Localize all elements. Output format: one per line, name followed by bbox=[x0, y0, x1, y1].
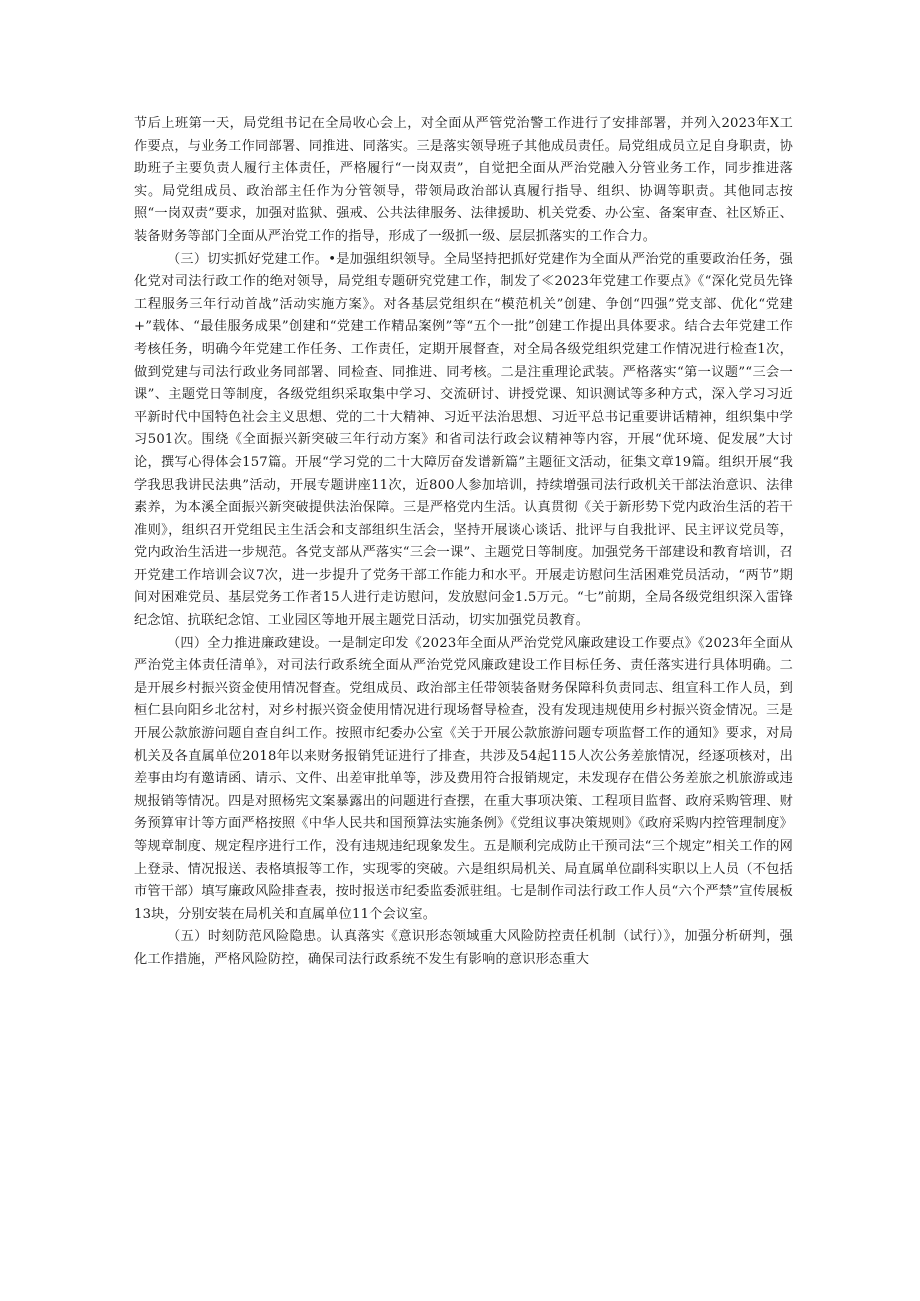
document-page bbox=[134, 113, 793, 972]
paragraph-integrity-building: （四）全力推进廉政建设。一是制定印发《2023年全面从严治党党风廉政建设工作要点》《2023年全面从严治党主体责任清单》，对司法行政系统全面从严治党党风廉政建设工作目标任务、责任落实进行具体明确。二是开展乡村振兴资金使用情况督查。党组成员、政治部主任带领装备财务保障科负责同志、组宣科工作人员，到桓仁县向阳乡北岔村，对乡村振兴资金使用情况进行现场督导检查，没有发现违规使用乡村振兴资金情况。三是开展公款旅游问题自查自纠工作。按照市纪委办公室《关于开展公款旅游问题专项监督工作的通知》要求，对局机关及各直属单位2018年以来财务报销凭证进行了排查，共涉及54起115人次公务差旅情况，经逐项核对，出差事由均有邀请函、请示、文件、出差审批单等，涉及费用符合报销规定，未发现存在借公务差旅之机旅游或违规报销等情况。四是对照杨宪文案暴露出的问题进行查摆，在重大事项决策、工程项目监督、政府采购管理、财务预算审计等方面严格按照《中华人民共和国预算法实施条例》《党组议事决策规则》《政府采购内控管理制度》等规章制度、规定程序进行工作，没有违规违纪现象发生。五是顺利完成防止干预司法“三个规定”相关工作的网上登录、情况报送、表格填报等工作，实现零的突破。六是组织局机关、局直属单位副科实职以上人员（不包括市管干部）填写廉政风险排查表，按时报送市纪委监委派驻组。七是制作司法行政工作人员“六个严禁”宣传展板13块，分别安装在局机关和直属单位11个会议室。 bbox=[134, 635, 793, 922]
paragraph-risk-prevention: （五）时刻防范风险隐患。认真落实《意识形态领域重大风险防控责任机制（试行）》，加强分析研判，强化工作措施，严格风险防控，确保司法行政系统不发生有影响的意识形态重大 bbox=[134, 929, 793, 967]
paragraph-party-building: （三）切实抓好党建工作。•是加强组织领导。全局坚持把抓好党建作为全面从严治党的重要政治任务，强化党对司法行政工作的绝对领导，局党组专题研究党建工作，制发了≪2023年党建工作要点》《“深化党员先锋工程服务三年行动首战”活动实施方案》。对各基层党组织在“模范机关”创建、争创“四强”党支部、优化“党建+”载体、“最佳服务成果”创建和“党建工作精品案例”等“五个一批”创建工作提出具体要求。结合去年党建工作考核任务，明确今年党建工作任务、工作责任，定期开展督查，对全局各级党组织党建工作情况进行检查1次，做到党建与司法行政业务同部署、同检查、同推进、同考核。二是注重理论武装。严格落实“第一议题”“三会一课”、主题党日等制度，各级党组织采取集中学习、交流研讨、讲授党课、知识测试等多种方式，深入学习习近平新时代中国特色社会主义思想、党的二十大精神、习近平法治思想、习近平总书记重要讲话精神，组织集中学习501次。围绕《全面振兴新突破三年行动方案》和省司法行政会议精神等内容，开展“优环境、促发展”大讨论，撰写心得体会157篇。开展“学习党的二十大障厉奋发谱新篇”主题征文活动，征集文章19篇。组织开展“我学我思我讲民法典”活动，开展专题讲座11次，近800人参加培训，持续增强司法行政机关干部法治意识、法律素养，为本溪全面振兴新突破提供法治保障。三是严格党内生活。认真贯彻《关于新形势下党内政治生活的若干准则》，组织召开党组民主生活会和支部组织生活会，坚持开展谈心谈话、批评与自我批评、民主评议党员等，党内政治生活进一步规范。各党支部从严落实“三会一课”、主题党日等制度。加强党务干部建设和教育培训，召开党建工作培训会议7次，进一步提升了党务干部工作能力和水平。开展走访慰问生活困难党员活动，“两节”期间对困难党员、基层党务工作者15人进行走访慰问，发放慰问金1.5万元。“七”前期，全局各级党组织深入雷锋纪念馆、抗联纪念馆、工业园区等地开展主题党日活动，切实加强党员教育。 bbox=[134, 251, 793, 629]
paragraph-continuation: 节后上班第一天，局党组书记在全局收心会上，对全面从严管党治警工作进行了安排部署，并列入2023年X工作要点，与业务工作同部署、同推进、同落实。三是落实领导班子其他成员责任。局党组成员立足自身职责，协助班子主要负责人履行主体责任，严格履行“一岗双责”，自觉把全面从严治党融入分管业务工作，同步推进落实。局党组成员、政治部主任作为分管领导，带领局政治部认真履行指导、组织、协调等职责。其他同志按照“一岗双责”要求，加强对监狱、强戒、公共法律服务、法律援助、机关党委、办公室、备案审查、社区矫正、装备财务等部门全面从严治党工作的指导，形成了一级抓一级、层层抓落实的工作合力。 bbox=[134, 116, 793, 244]
